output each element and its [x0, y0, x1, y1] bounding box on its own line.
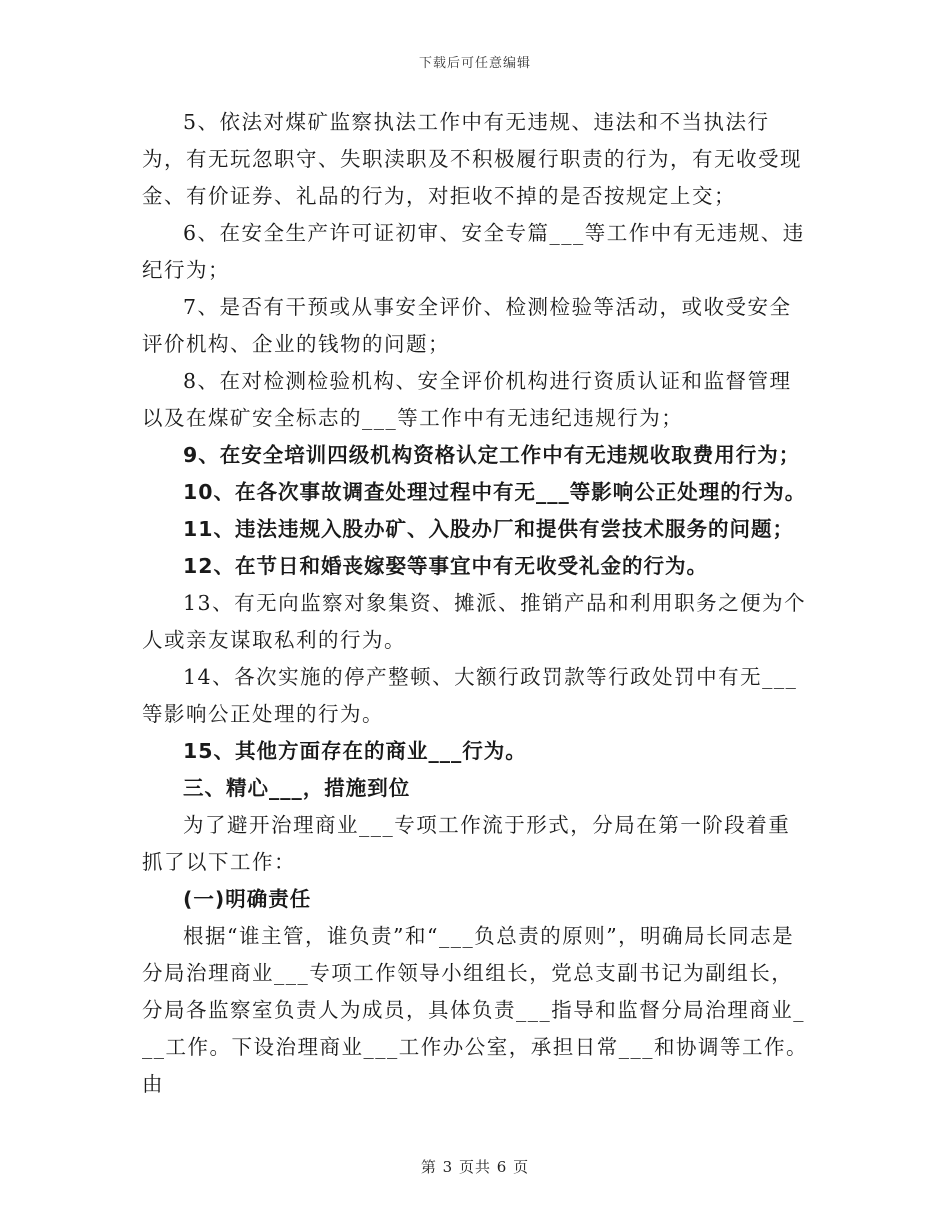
paragraph-8: 8、在对检测检验机构、安全评价机构进行资质认证和监督管理以及在煤矿安全标志的___等工作中有无违纪违规行为；	[142, 369, 792, 430]
paragraph-15: 15、其他方面存在的商业___行为。	[183, 739, 527, 763]
paragraph-responsibility: 根据“谁主管，谁负责”和“___负总责的原则”，明确局长同志是分局治理商业___专项工作领导小组组长，党总支副书记为副组长，分局各监察室负责人为成员，具体负责___指导和监督分局治理商业___工作。下设治理商业___工作办公室，承担日常___和协调等工作。由	[142, 924, 808, 1096]
subheading-1: (一)明确责任	[183, 887, 312, 911]
section-heading-3: 三、精心___，措施到位	[183, 776, 411, 800]
paragraph-12: 12、在节日和婚丧嫁娶等事宜中有无收受礼金的行为。	[183, 554, 709, 578]
paragraph-14: 14、各次实施的停产整顿、大额行政罚款等行政处罚中有无___等影响公正处理的行为。	[142, 665, 798, 726]
document-body	[142, 104, 812, 1103]
paragraph-7: 7、是否有干预或从事安全评价、检测检验等活动，或收受安全评价机构、企业的钱物的问题；	[142, 295, 792, 356]
paragraph-intro: 为了避开治理商业___专项工作流于形式，分局在第一阶段着重抓了以下工作：	[142, 813, 791, 874]
paragraph-10: 10、在各次事故调查处理过程中有无___等影响公正处理的行为。	[183, 480, 807, 504]
paragraph-11: 11、违法违规入股办矿、入股办厂和提供有尝技术服务的问题；	[183, 517, 795, 541]
paragraph-13: 13、有无向监察对象集资、摊派、推销产品和利用职务之便为个人或亲友谋取私利的行为。	[142, 591, 807, 652]
paragraph-5: 5、依法对煤矿监察执法工作中有无违规、违法和不当执法行为，有无玩忽职守、失职渎职及不积极履行职责的行为，有无收受现金、有价证券、礼品的行为，对拒收不掉的是否按规定上交；	[142, 110, 802, 208]
paragraph-9: 9、在安全培训四级机构资格认定工作中有无违规收取费用行为；	[183, 443, 801, 467]
paragraph-6: 6、在安全生产许可证初审、安全专篇___等工作中有无违规、违纪行为；	[142, 221, 805, 282]
page-header: 下载后可任意编辑	[418, 56, 531, 71]
page-footer: 第 3 页共 6 页	[420, 1158, 530, 1176]
